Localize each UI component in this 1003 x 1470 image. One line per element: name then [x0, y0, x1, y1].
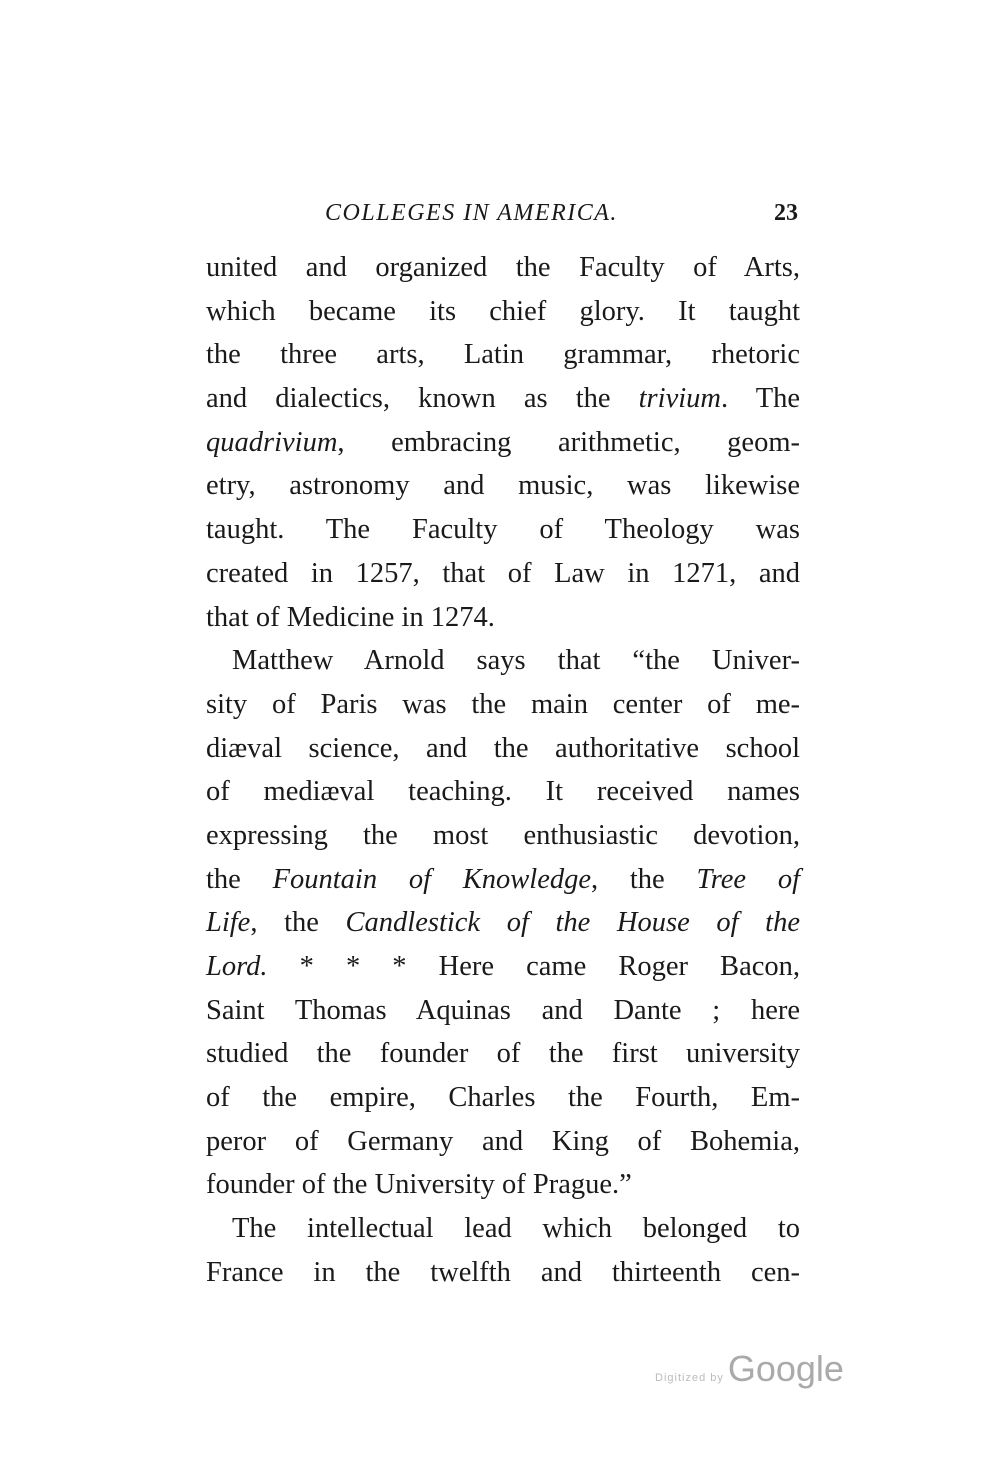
italic-text: quadrivium — [206, 426, 338, 458]
text-line — [206, 1076, 800, 1120]
text-segment: France in the twelfth and thirteenth cen- — [206, 1256, 800, 1288]
text-line — [206, 421, 800, 465]
watermark-brand: Google — [727, 1348, 844, 1389]
italic-text: Tree of — [696, 863, 801, 895]
text-segment: that of Medicine in 1274. — [206, 601, 495, 633]
text-line — [206, 727, 800, 771]
text-segment: and dialectics, known as the — [206, 383, 639, 415]
page-number: 23 — [774, 200, 798, 226]
text-segment: , the — [591, 863, 697, 895]
text-segment: expressing the most enthusiastic devotion, — [206, 819, 800, 851]
text-line — [206, 770, 800, 814]
text-segment: of mediæval teaching. It received names — [206, 776, 800, 808]
text-line — [206, 858, 800, 902]
italic-text: Life — [206, 907, 251, 939]
text-line — [206, 596, 800, 640]
text-segment: of the empire, Charles the Fourth, Em- — [206, 1082, 800, 1114]
text-segment: . The — [720, 383, 801, 415]
text-segment: diæval science, and the authoritative school — [206, 732, 800, 764]
text-segment: Matthew Arnold says that “the Univer- — [232, 645, 800, 677]
text-segment: sity of Paris was the main center of me- — [206, 688, 800, 720]
text-segment: * * * Here came Roger Bacon, — [267, 951, 800, 982]
italic-text: trivium — [638, 383, 721, 415]
text-segment: , the — [250, 907, 346, 939]
text-line — [206, 945, 800, 989]
text-segment: created in 1257, that of Law in 1271, and — [206, 557, 800, 589]
body-text — [206, 246, 800, 1295]
text-segment: studied the founder of the first university — [206, 1038, 800, 1070]
text-line — [206, 1163, 800, 1207]
italic-text: Candlestick of the House of the — [345, 907, 800, 939]
text-line — [206, 333, 800, 377]
text-segment: founder of the University of Prague.” — [206, 1169, 632, 1201]
text-line — [206, 989, 800, 1033]
text-line — [206, 464, 800, 508]
text-line — [206, 246, 800, 290]
text-segment: etry, astronomy and music, was likewise — [206, 470, 800, 502]
text-segment: united and organized the Faculty of Arts, — [206, 252, 800, 283]
text-line — [206, 1207, 800, 1251]
watermark-prefix: Digitized by — [655, 1372, 724, 1384]
text-segment: the three arts, Latin grammar, rhetoric — [206, 339, 800, 371]
text-segment: taught. The Faculty of Theology was — [206, 514, 800, 546]
text-segment: peror of Germany and King of Bohemia, — [206, 1125, 800, 1157]
text-line — [206, 290, 800, 334]
text-segment: Saint Thomas Aquinas and Dante ; here — [206, 994, 800, 1026]
text-segment: , embracing arithmetic, geom- — [337, 426, 800, 458]
text-line — [206, 1032, 800, 1076]
italic-text: Fountain of Knowledge — [272, 863, 591, 895]
text-segment: the — [206, 863, 273, 895]
text-line — [206, 683, 800, 727]
text-line — [206, 1120, 800, 1164]
text-line — [206, 377, 800, 421]
text-line — [206, 508, 800, 552]
google-watermark — [655, 1348, 844, 1390]
text-line — [206, 901, 800, 945]
text-line — [206, 814, 800, 858]
italic-text: Lord. — [206, 951, 268, 982]
text-line — [206, 639, 800, 683]
text-segment: which became its chief glory. It taught — [206, 295, 800, 327]
text-line — [206, 1251, 800, 1295]
running-title: COLLEGES IN AMERICA. — [325, 200, 618, 226]
text-segment: The intellectual lead which belonged to — [232, 1213, 800, 1245]
text-line — [206, 552, 800, 596]
